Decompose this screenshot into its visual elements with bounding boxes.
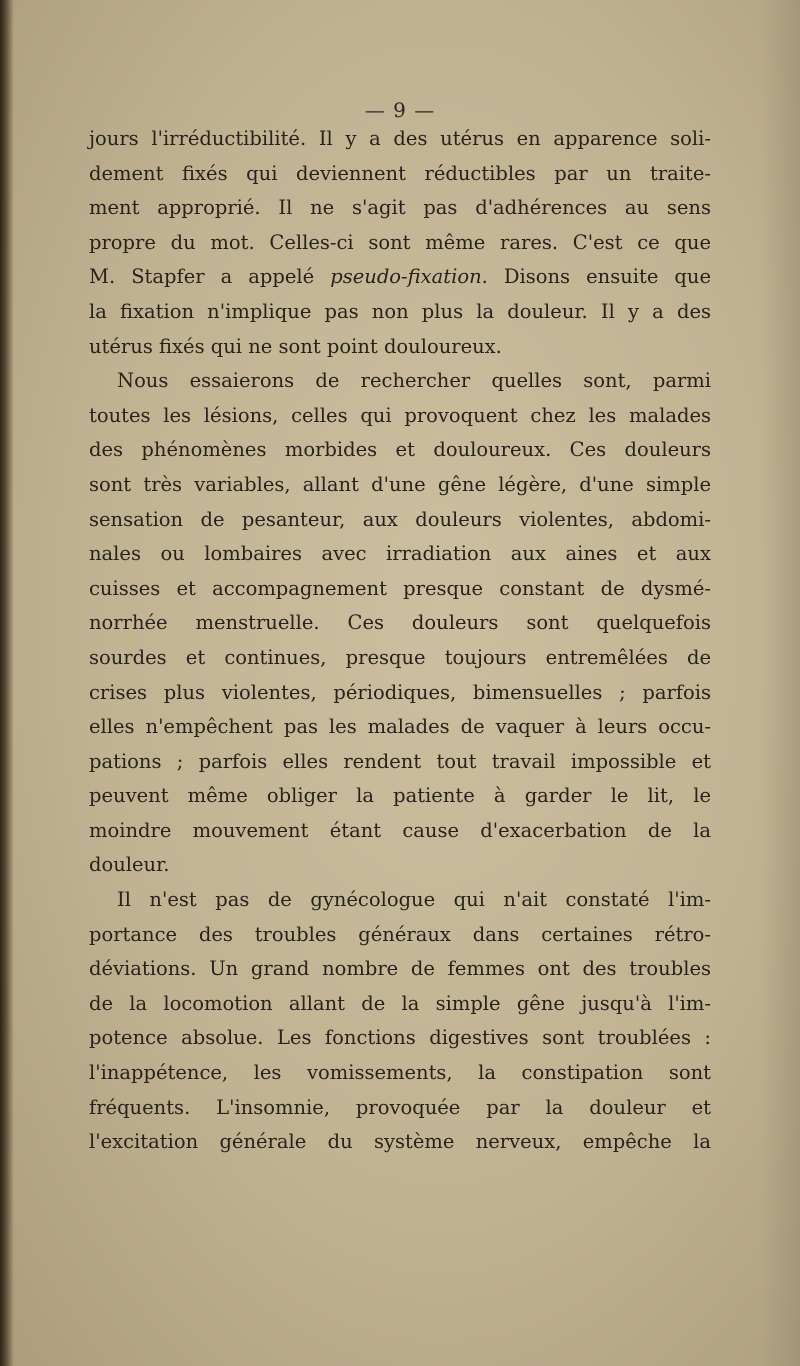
text-line: l'excitation générale du système nerveux, empêche la: [89, 1130, 711, 1154]
text-line: déviations. Un grand nombre de femmes ont des troubles: [89, 957, 711, 981]
text-line: moindre mouvement étant cause d'exacerbation de la: [89, 818, 711, 842]
text-line: nales ou lombaires avec irradiation aux aines et aux: [89, 542, 711, 566]
text-line: [89, 260, 711, 295]
text-line: ment approprié. Il ne s'agit pas d'adhérences au sens: [89, 196, 711, 220]
text-line: utérus fixés qui ne sont point douloureux.: [89, 334, 502, 358]
text-line: dement fixés qui deviennent réductibles par un traite-: [89, 161, 711, 185]
text-line: douleur.: [89, 853, 170, 877]
text-line: sensation de pesanteur, aux douleurs violentes, abdomi-: [89, 507, 711, 531]
body-text: [89, 122, 711, 1160]
text-line: de la locomotion allant de la simple gêne jusqu'à l'im-: [89, 991, 711, 1015]
text-run: M. Stapfer a appelé: [89, 265, 331, 289]
text-line: elles n'empêchent pas les malades de vaquer à leurs occu-: [89, 715, 711, 739]
text-line: norrhée menstruelle. Ces douleurs sont quelquefois: [89, 611, 711, 635]
text-line: crises plus violentes, périodiques, bimensuelles ; parfois: [89, 680, 711, 704]
text-line: peuvent même obliger la patiente à garder le lit, le: [89, 784, 711, 808]
text-line: potence absolue. Les fonctions digestives sont troublées :: [89, 1026, 711, 1050]
page-number: — 9 —: [364, 98, 436, 122]
text-line: l'inappétence, les vomissements, la constipation sont: [89, 1061, 711, 1085]
text-line: des phénomènes morbides et douloureux. Ces douleurs: [89, 438, 711, 462]
text-line: Il n'est pas de gynécologue qui n'ait constaté l'im-: [117, 888, 711, 912]
text-line: cuisses et accompagnement presque constant de dysmé-: [89, 576, 711, 600]
text-line: sont très variables, allant d'une gêne légère, d'une simple: [89, 472, 711, 496]
text-line: pations ; parfois elles rendent tout travail impossible et: [89, 749, 711, 773]
text-line: portance des troubles généraux dans certaines rétro-: [89, 922, 711, 946]
text-line: Nous essaierons de rechercher quelles sont, parmi: [117, 369, 711, 393]
page-edge-shade: [760, 0, 800, 1366]
text-line: la fixation n'implique pas non plus la douleur. Il y a des: [89, 299, 711, 323]
text-line: fréquents. L'insomnie, provoquée par la douleur et: [89, 1095, 711, 1119]
text-line: toutes les lésions, celles qui provoquent chez les malades: [89, 403, 711, 427]
text-line: propre du mot. Celles-ci sont même rares. C'est ce que: [89, 230, 711, 254]
page-binding-shadow: [0, 0, 14, 1366]
italic-term: pseudo-fixation: [330, 265, 482, 289]
text-line: jours l'irréductibilité. Il y a des utérus en apparence soli-: [89, 127, 711, 150]
text-run: . Disons ensuite que: [481, 265, 711, 289]
text-line: sourdes et continues, presque toujours entremêlées de: [89, 645, 711, 669]
